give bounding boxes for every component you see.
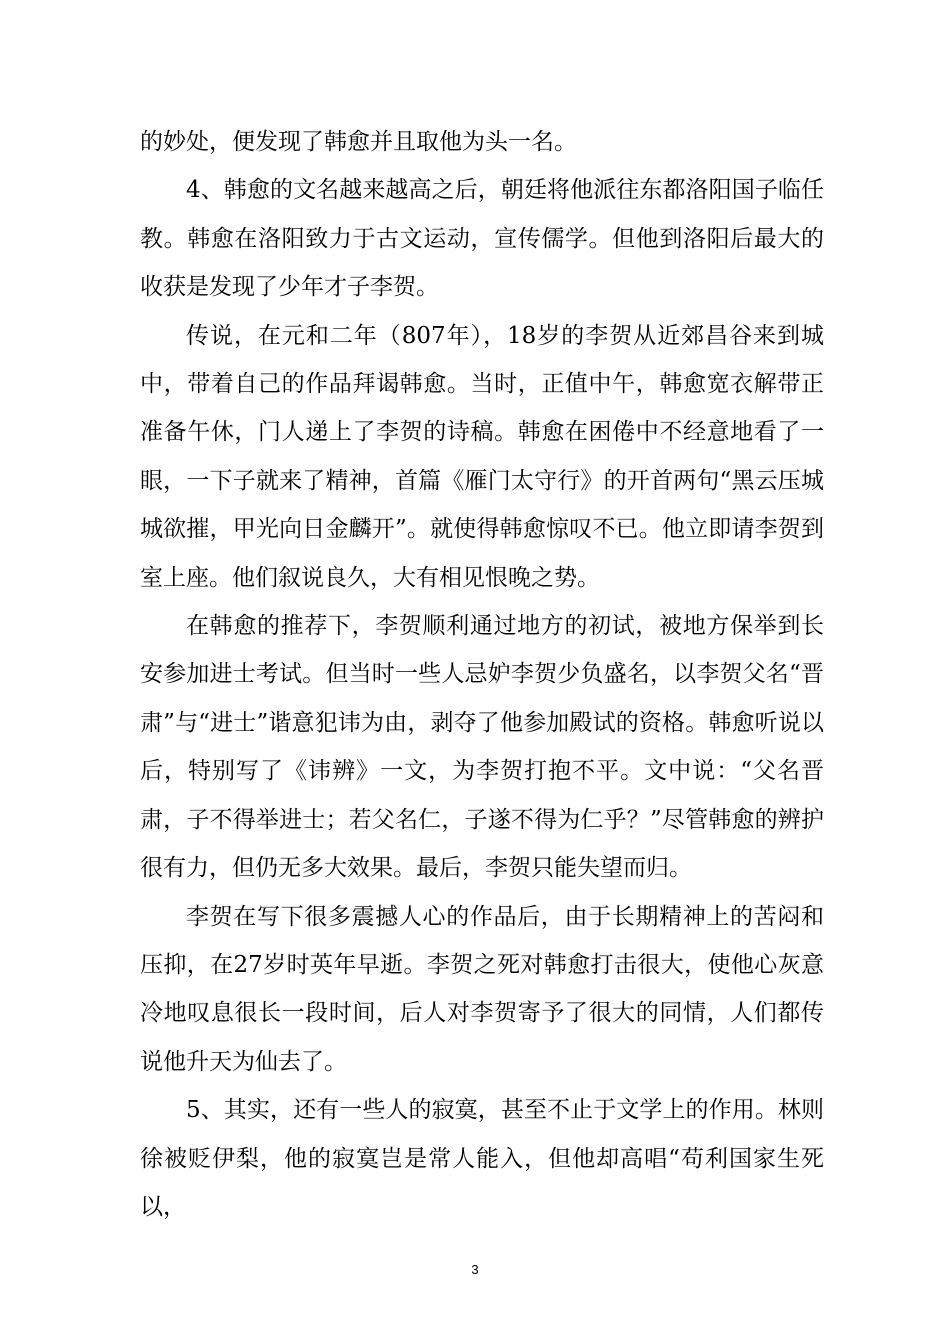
paragraph-lin-zexu: 5、其实，还有一些人的寂寞，甚至不止于文学上的作用。林则徐被贬伊梨，他的寂寞岂是常人能入，但他却高唱“苟利国家生死以， (140, 1097, 824, 1220)
paragraph-li-he-visit: 传说，在元和二年（807年），18岁的李贺从近郊昌谷来到城中，带着自己的作品拜谒韩愈。当时，正值中午，韩愈宽衣解带正准备午休，门人递上了李贺的诗稿。韩愈在困倦中不经意地看了一眼，一下子就来了精神，首篇《雁门太守行》的开首两句“黑云压城城欲摧，甲光向日金麟开”。就使得韩愈惊叹不已。他立即请李贺到室上座。他们叙说良久，大有相见恨晚之势。 (140, 322, 824, 591)
paragraph-han-yu-luoyang: 4、韩愈的文名越来越高之后，朝廷将他派往东都洛阳国子临任教。韩愈在洛阳致力于古文运动，宣传儒学。但他到洛阳后最大的收获是发现了少年才子李贺。 (140, 177, 824, 301)
paragraph-li-he-death: 李贺在写下很多震撼人心的作品后，由于长期精神上的苦闷和压抑，在27岁时英年早逝。李贺之死对韩愈打击很大，使他心灰意冷地叹息很长一段时间，后人对李贺寄予了很大的同情，人们都传说他升天为仙去了。 (140, 903, 824, 1075)
paragraph-exam-taboo: 在韩愈的推荐下，李贺顺利通过地方的初试，被地方保举到长安参加进士考试。但当时一些人忌妒李贺少负盛名，以李贺父名“晋肃”与“进士”谐意犯讳为由，剥夺了他参加殿试的资格。韩愈听说以后，特别写了《讳辨》一文，为李贺打抱不平。文中说：“父名晋肃，子不得举进士；若父名仁，子遂不得为仁乎？”尽管韩愈的辨护很有力，但仍无多大效果。最后，李贺只能失望而归。 (140, 613, 824, 882)
page-number: 3 (471, 1262, 479, 1277)
text-body (140, 118, 824, 1231)
paragraph-continuation: 的妙处，便发现了韩愈并且取他为头一名。 (140, 129, 577, 155)
